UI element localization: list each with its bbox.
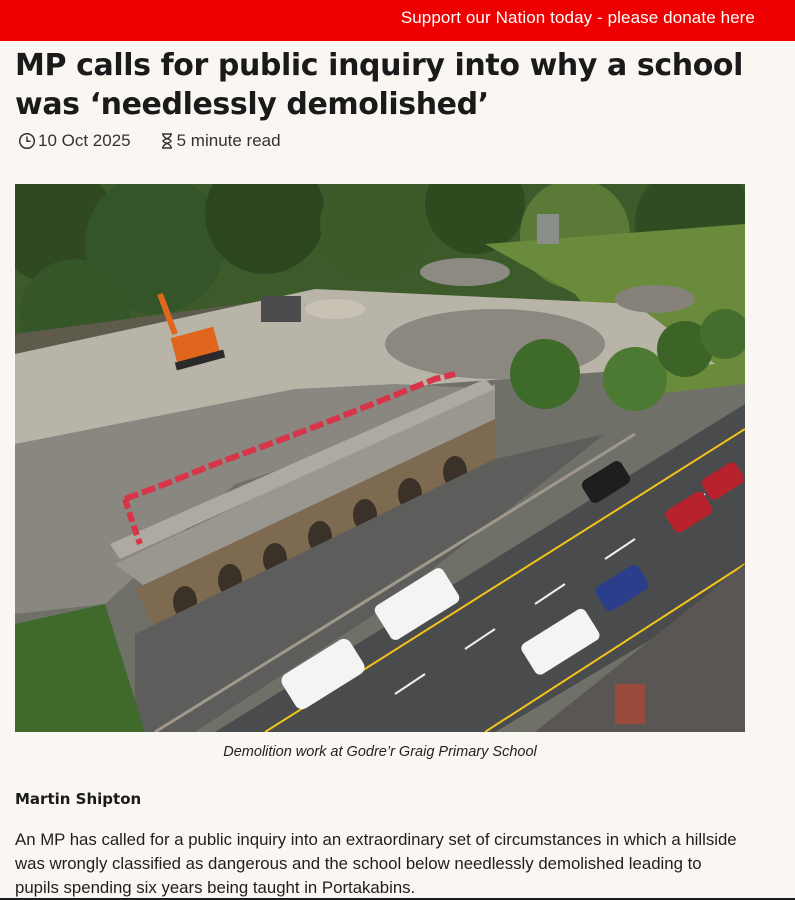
hourglass-icon — [159, 132, 175, 150]
read-time-meta — [159, 131, 281, 151]
read-time: 5 minute read — [176, 131, 281, 150]
date-meta — [18, 131, 131, 151]
article-headline: MP calls for public inquiry into why a school was ‘needlessly demolished’ — [15, 48, 744, 122]
donate-link[interactable]: Support our Nation today - please donate here — [400, 8, 755, 27]
clock-icon — [18, 132, 36, 150]
article-hero-image — [15, 184, 745, 732]
article-date: 10 Oct 2025 — [38, 131, 131, 150]
article-intro: An MP has called for a public inquiry into an extraordinary set of circumstances in which a hillside was wrongly classified as dangerous and the school below needlessly demolished leading to pupils spending six years being taught in Portakabins. — [15, 830, 737, 897]
article-meta — [18, 130, 281, 152]
image-caption: Demolition work at Godre’r Graig Primary School — [223, 744, 537, 760]
author-name: Martin Shipton — [15, 790, 142, 808]
donate-banner — [0, 0, 795, 41]
